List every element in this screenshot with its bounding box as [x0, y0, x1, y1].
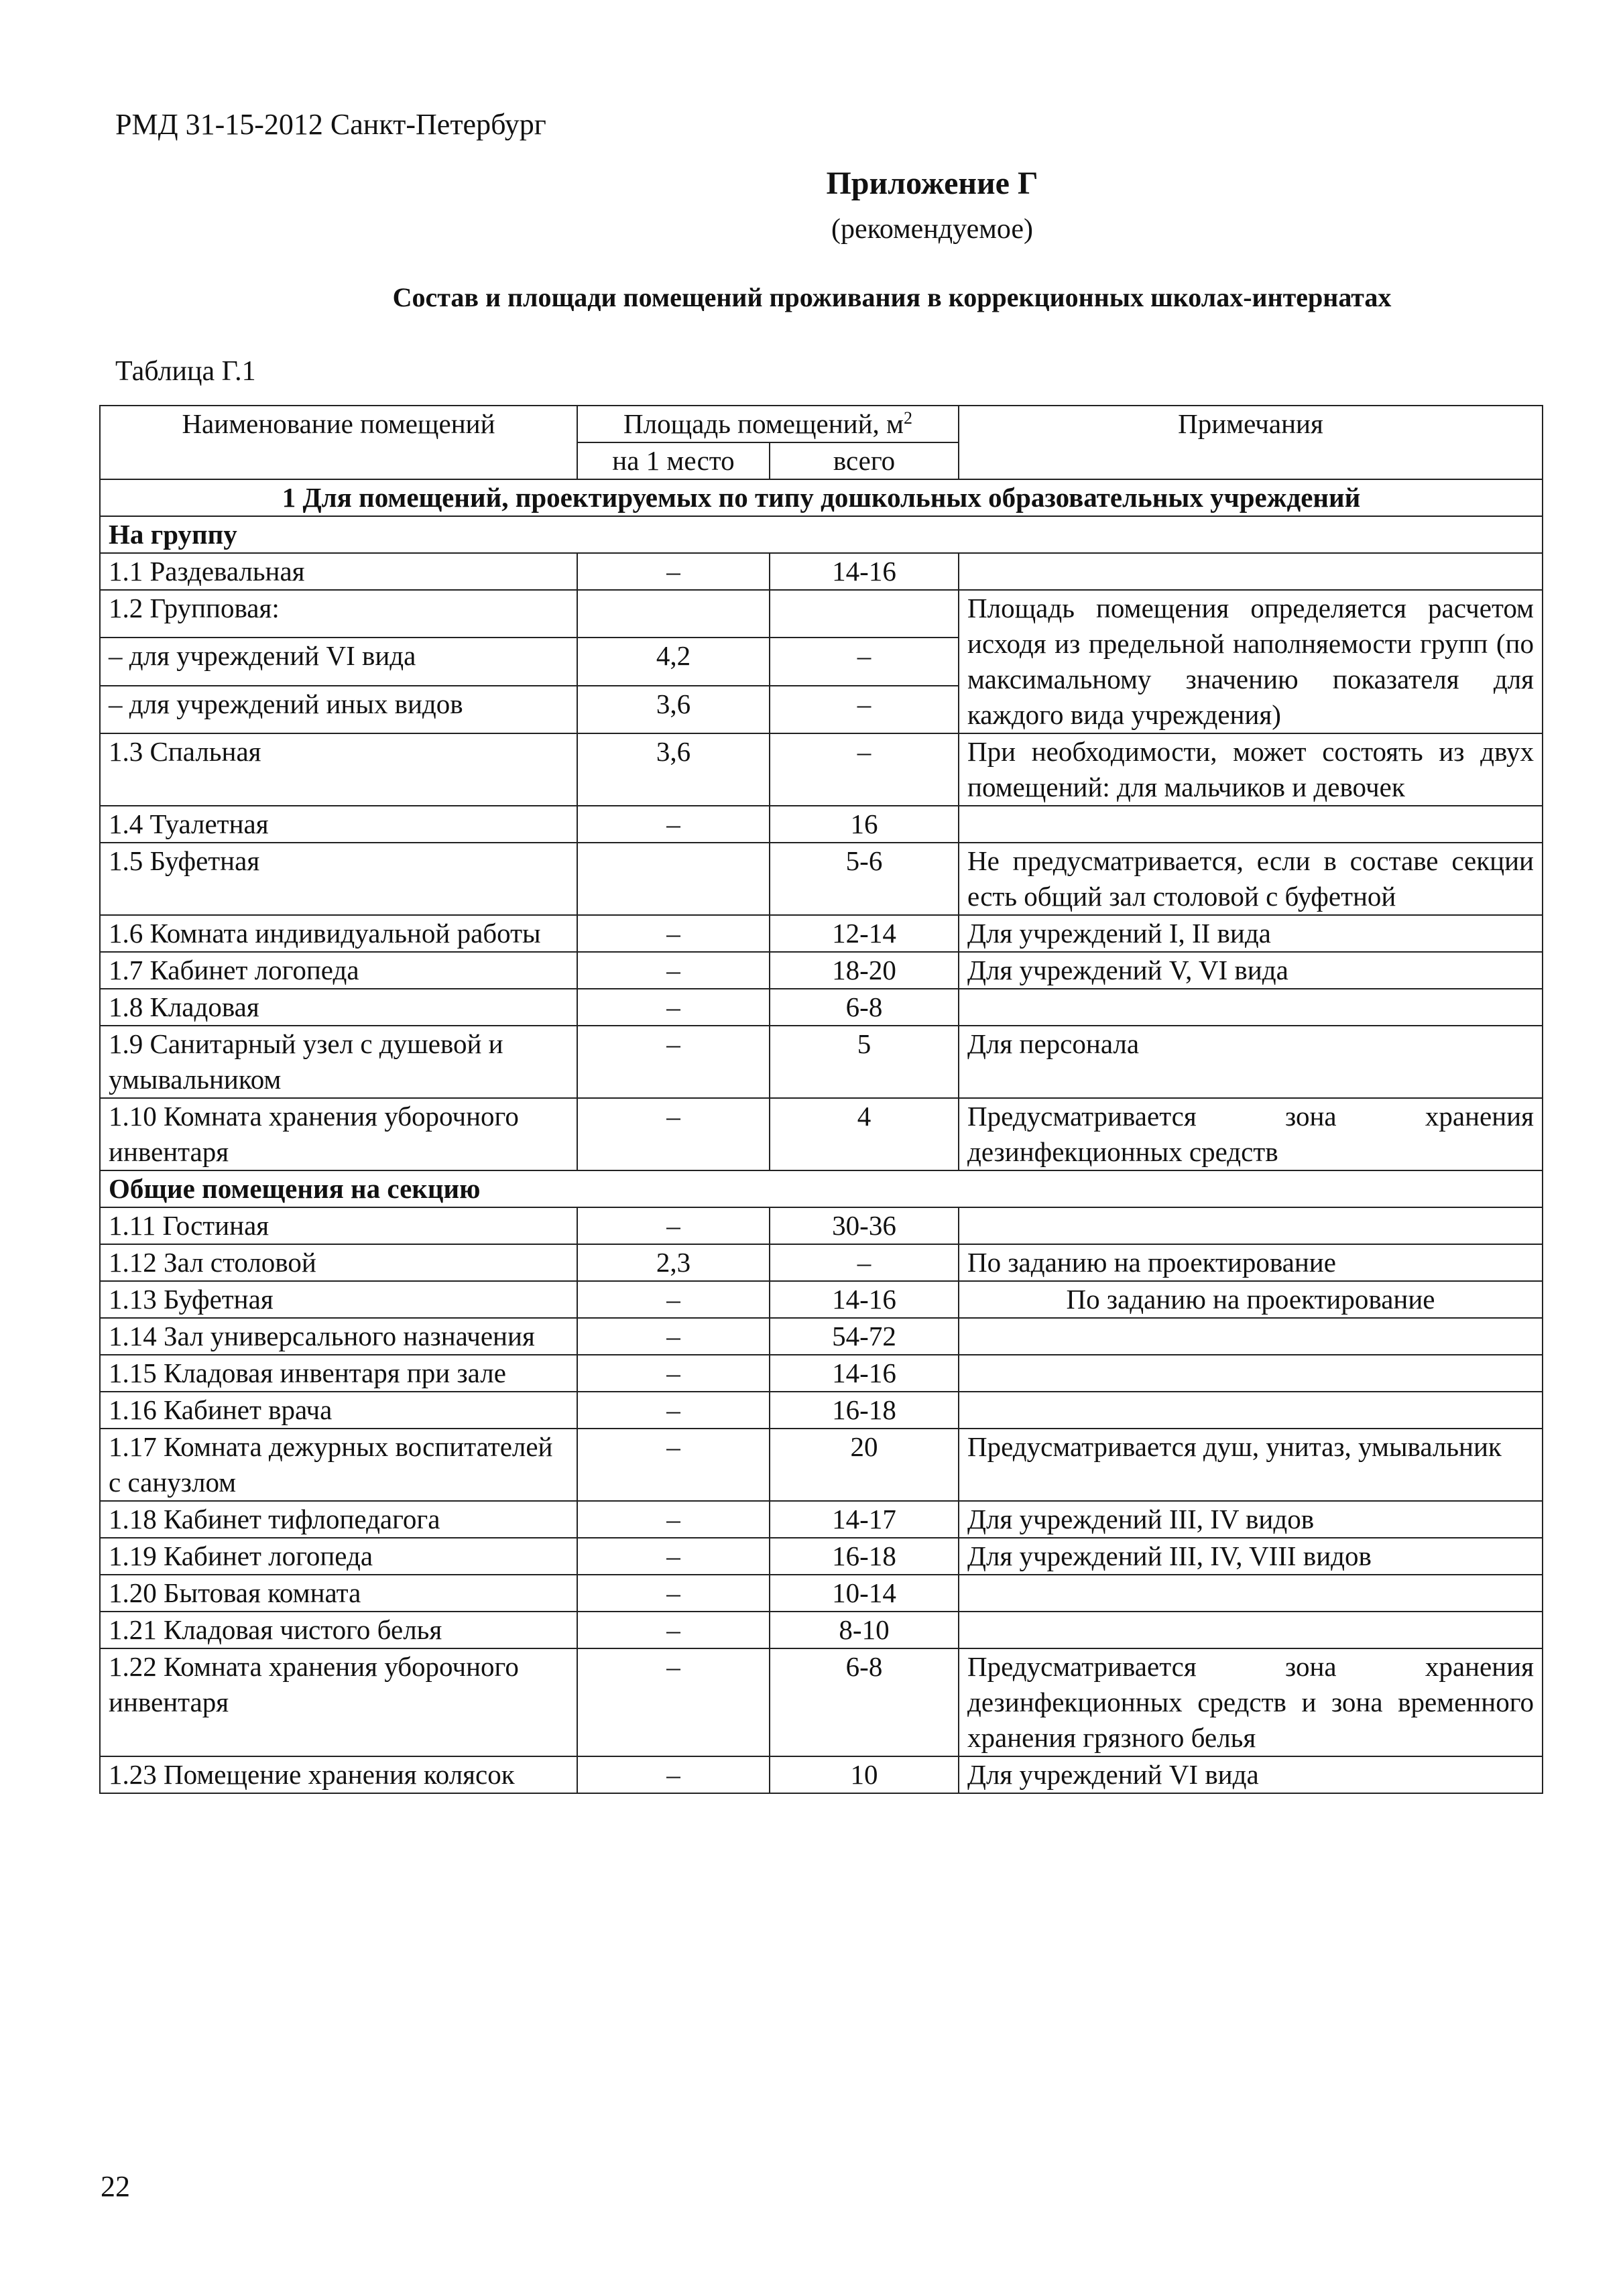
header-area: Площадь помещений, $м^2$ [577, 406, 959, 442]
table-row [100, 1538, 1543, 1575]
room-note: При необходимости, может состоять из двух помещений: для мальчиков и девочек [959, 733, 1543, 806]
room-name: 1.7 Кабинет логопеда [100, 952, 577, 989]
room-name: 1.16 Кабинет врача [100, 1392, 577, 1429]
area-per-place: – [577, 1207, 770, 1244]
room-note [959, 989, 1543, 1026]
section-title: Состав и площади помещений проживания в коррекционных школах-интернатах [392, 282, 1392, 312]
common-rows [100, 1207, 1543, 1793]
table-row [100, 843, 1543, 915]
room-name: 1.9 Санитарный узел с душевой и умывальником [100, 1026, 577, 1098]
area-per-place: – [577, 1575, 770, 1612]
table-row [100, 1207, 1543, 1244]
group-heading: На группу [100, 516, 1543, 553]
area-per-place: – [577, 952, 770, 989]
room-note [959, 1207, 1543, 1244]
room-note: По заданию на проектирование [959, 1244, 1543, 1281]
room-note: Предусматривается зона хранения дезинфекционных средств и зона временного хранения грязного белья [959, 1648, 1543, 1756]
room-name: 1.22 Комната хранения уборочного инвентаря [100, 1648, 577, 1756]
room-note: Для учреждений V, VI вида [959, 952, 1543, 989]
table-row [100, 915, 1543, 952]
area-total: 16-18 [770, 1392, 959, 1429]
room-name: 1.12 Зал столовой [100, 1244, 577, 1281]
room-note [959, 1318, 1543, 1355]
table-row [100, 1648, 1543, 1756]
room-name: 1.5 Буфетная [100, 843, 577, 915]
room-name: 1.15 Кладовая инвентаря при зале [100, 1355, 577, 1392]
area-per-place: – [577, 1612, 770, 1648]
room-name: 1.10 Комната хранения уборочного инвентаря [100, 1098, 577, 1170]
area-per-place: – [577, 806, 770, 843]
area-per-place: – [577, 1501, 770, 1538]
appendix-subtitle: (рекомендуемое) [831, 214, 1033, 245]
room-name: 1.17 Комната дежурных воспитателей с санузлом [100, 1429, 577, 1501]
table-row [100, 1098, 1543, 1170]
area-total: – [770, 733, 959, 806]
area-total: – [770, 1244, 959, 1281]
header-per-place: на 1 место [577, 442, 770, 479]
table-row [100, 1392, 1543, 1429]
area-total: 4 [770, 1098, 959, 1170]
group-rows [100, 553, 1543, 1170]
appendix-title: Приложение Г [826, 166, 1038, 201]
subheading-row [100, 516, 1543, 553]
table-row [100, 1756, 1543, 1793]
area-total: 16 [770, 806, 959, 843]
room-note: Для учреждений I, II вида [959, 915, 1543, 952]
area-total: 10-14 [770, 1575, 959, 1612]
room-name: 1.13 Буфетная [100, 1281, 577, 1318]
room-note: Для учреждений III, IV, VIII видов [959, 1538, 1543, 1575]
area-total: 14-16 [770, 1355, 959, 1392]
area-total: 54-72 [770, 1318, 959, 1355]
area-per-place: 3,6 [577, 686, 770, 733]
area-total: 14-17 [770, 1501, 959, 1538]
area-total: 8-10 [770, 1612, 959, 1648]
rooms-area-table [99, 405, 1543, 1794]
room-note [959, 806, 1543, 843]
area-total: 16-18 [770, 1538, 959, 1575]
room-note [959, 553, 1543, 590]
area-total: 12-14 [770, 915, 959, 952]
room-name: 1.4 Туалетная [100, 806, 577, 843]
section-row [100, 479, 1543, 516]
room-note: По заданию на проектирование [959, 1281, 1543, 1318]
area-total: 18-20 [770, 952, 959, 989]
area-total: 6-8 [770, 1648, 959, 1756]
table-row [100, 1281, 1543, 1318]
table-row [100, 952, 1543, 989]
table-row [100, 806, 1543, 843]
room-name: 1.18 Кабинет тифлопедагога [100, 1501, 577, 1538]
room-note: Не предусматривается, если в составе секции есть общий зал столовой с буфетной [959, 843, 1543, 915]
area-total: 10 [770, 1756, 959, 1793]
table-row [100, 590, 1543, 638]
room-name: 1.19 Кабинет логопеда [100, 1538, 577, 1575]
area-per-place [577, 843, 770, 915]
section-heading: 1 Для помещений, проектируемых по типу дошкольных образовательных учреждений [100, 479, 1543, 516]
room-name: 1.14 Зал универсального назначения [100, 1318, 577, 1355]
room-note [959, 1355, 1543, 1392]
header-name: Наименование помещений [100, 406, 577, 479]
table-row [100, 1244, 1543, 1281]
room-name: 1.20 Бытовая комната [100, 1575, 577, 1612]
area-total: 14-16 [770, 553, 959, 590]
room-name: 1.6 Комната индивидуальной работы [100, 915, 577, 952]
table-row [100, 1355, 1543, 1392]
room-name: 1.23 Помещение хранения колясок [100, 1756, 577, 1793]
table-row [100, 1026, 1543, 1098]
area-per-place: – [577, 553, 770, 590]
area-per-place: – [577, 1756, 770, 1793]
area-total: – [770, 638, 959, 685]
area-per-place: – [577, 1429, 770, 1501]
area-total: 6-8 [770, 989, 959, 1026]
area-per-place: – [577, 1538, 770, 1575]
area-total [770, 590, 959, 638]
area-per-place: – [577, 1648, 770, 1756]
room-note: Предусматривается зона хранения дезинфекционных средств [959, 1098, 1543, 1170]
table-row [100, 989, 1543, 1026]
room-name: 1.3 Спальная [100, 733, 577, 806]
area-per-place: 2,3 [577, 1244, 770, 1281]
room-note [959, 1575, 1543, 1612]
area-per-place: – [577, 1281, 770, 1318]
page-number: 22 [101, 2170, 130, 2203]
area-per-place: 4,2 [577, 638, 770, 685]
room-name: 1.21 Кладовая чистого белья [100, 1612, 577, 1648]
table-row [100, 1612, 1543, 1648]
area-per-place: 3,6 [577, 733, 770, 806]
document-header: РМД 31-15-2012 Санкт-Петербург [115, 108, 546, 141]
area-total: 20 [770, 1429, 959, 1501]
table-row [100, 553, 1543, 590]
room-name: 1.8 Кладовая [100, 989, 577, 1026]
room-name: 1.2 Групповая: [100, 590, 577, 638]
room-name: – для учреждений VI вида [100, 638, 577, 685]
area-per-place: – [577, 1098, 770, 1170]
table-header-row [100, 406, 1543, 442]
area-per-place: – [577, 1355, 770, 1392]
table-label: Таблица Г.1 [115, 356, 256, 387]
area-per-place: – [577, 1392, 770, 1429]
area-total: 5 [770, 1026, 959, 1098]
area-total: 14-16 [770, 1281, 959, 1318]
subheading-row [100, 1170, 1543, 1207]
area-per-place: – [577, 1318, 770, 1355]
area-total: 30-36 [770, 1207, 959, 1244]
table-row [100, 1501, 1543, 1538]
area-total: – [770, 686, 959, 733]
area-total: 5-6 [770, 843, 959, 915]
room-note: Для персонала [959, 1026, 1543, 1098]
room-note: Для учреждений III, IV видов [959, 1501, 1543, 1538]
table-row [100, 1429, 1543, 1501]
room-name: 1.1 Раздевальная [100, 553, 577, 590]
room-note: Площадь помещения определяется расчетом исходя из предельной наполняемости групп (по максимальному значению показателя для каждого вида учреждения) [959, 590, 1543, 733]
room-note: Для учреждений VI вида [959, 1756, 1543, 1793]
header-notes: Примечания [959, 406, 1543, 479]
area-per-place: – [577, 989, 770, 1026]
room-name: – для учреждений иных видов [100, 686, 577, 733]
header-total: всего [770, 442, 959, 479]
room-note [959, 1612, 1543, 1648]
common-heading: Общие помещения на секцию [100, 1170, 1543, 1207]
table-row [100, 733, 1543, 806]
room-note: Предусматривается душ, унитаз, умывальник [959, 1429, 1543, 1501]
table-row [100, 1575, 1543, 1612]
table-row [100, 1318, 1543, 1355]
area-per-place: – [577, 1026, 770, 1098]
room-name: 1.11 Гостиная [100, 1207, 577, 1244]
room-note [959, 1392, 1543, 1429]
area-per-place: – [577, 915, 770, 952]
area-per-place [577, 590, 770, 638]
